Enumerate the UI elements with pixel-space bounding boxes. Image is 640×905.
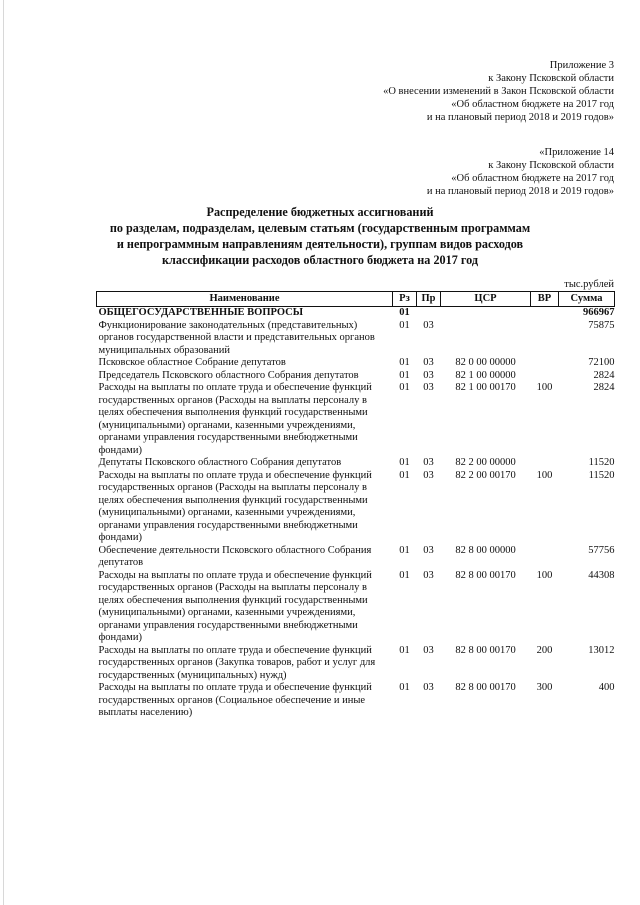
appendix-14-line: «Об областном бюджете на 2017 год xyxy=(451,173,614,184)
cell-vr xyxy=(531,457,559,470)
cell-rz: 01 xyxy=(399,382,410,393)
cell-vr: 100 xyxy=(536,569,553,581)
title-line: Распределение бюджетных ассигнований xyxy=(206,205,434,219)
title-line: по разделам, подразделам, целевым статьям (государственным программам xyxy=(109,221,531,235)
appendix-14-line: «Приложение 14 xyxy=(539,147,614,158)
header-name: Наименование xyxy=(97,292,393,307)
appendix-3-line: «О внесении изменений в Закон Псковской области xyxy=(383,86,614,97)
cell-pr: 03 xyxy=(423,682,434,693)
table-row xyxy=(97,382,615,457)
table-row xyxy=(97,457,615,470)
cell-name: Расходы на выплаты по оплате труда и обеспечение функций государственных органов (Расходы на выплаты персоналу в целях обеспечения выполнения функций государственными (муниципальными) органами, казенными учреждениями, органами управления государственными внебюджетными фондами) xyxy=(98,469,372,543)
cell-pr: 03 xyxy=(423,369,434,381)
cell-sum: 966967 xyxy=(583,307,615,318)
cell-sum: 11520 xyxy=(588,457,615,468)
cell-csr xyxy=(441,307,531,320)
table-row xyxy=(97,357,615,370)
cell-sum: 57756 xyxy=(588,544,615,556)
document-title xyxy=(0,204,640,268)
cell-pr xyxy=(417,307,441,320)
header-csr: ЦСР xyxy=(441,292,531,307)
cell-pr: 03 xyxy=(423,469,434,481)
cell-csr: 82 8 00 00000 xyxy=(455,544,516,556)
table-row xyxy=(97,370,615,383)
cell-vr xyxy=(531,545,559,570)
scan-edge-line xyxy=(3,0,4,905)
table-row xyxy=(97,645,615,683)
cell-csr xyxy=(441,320,531,358)
header-rz: Рз xyxy=(393,292,417,307)
cell-vr xyxy=(531,320,559,358)
cell-rz: 01 xyxy=(399,644,410,656)
budget-table xyxy=(96,291,615,720)
appendix-3-line: к Закону Псковской области xyxy=(488,73,614,84)
cell-name: Обеспечение деятельности Псковского областного Собрания депутатов xyxy=(98,544,372,568)
cell-name: ОБЩЕГОСУДАРСТВЕННЫЕ ВОПРОСЫ xyxy=(98,307,304,318)
cell-sum: 2824 xyxy=(593,369,615,381)
table-row xyxy=(97,320,615,358)
cell-sum: 2824 xyxy=(593,382,615,393)
cell-name: Расходы на выплаты по оплате труда и обеспечение функций государственных органов (Расходы на выплаты персоналу в целях обеспечения выполнения функций государственными (муниципальными) органами, казенными учреждениями, органами управления государственными внебюджетными фондами) xyxy=(98,569,372,643)
cell-name: Функционирование законодательных (представительных) органов государственной власти и представительных органов муниципальных образований xyxy=(98,319,375,356)
cell-rz: 01 xyxy=(399,469,410,481)
appendix-14-line: к Закону Псковской области xyxy=(488,160,614,171)
cell-pr: 03 xyxy=(423,644,434,656)
cell-rz: 01 xyxy=(399,569,410,581)
cell-csr: 82 1 00 00000 xyxy=(455,369,516,381)
cell-vr: 100 xyxy=(536,469,553,481)
cell-name: Псковское областное Собрание депутатов xyxy=(98,357,286,368)
table-row xyxy=(97,682,615,720)
appendix-3-header xyxy=(383,59,614,124)
cell-csr: 82 8 00 00170 xyxy=(455,682,516,693)
header-vr: ВР xyxy=(531,292,559,307)
title-line: и непрограммным направлениям деятельности), группам видов расходов xyxy=(116,237,524,251)
cell-name: Депутаты Псковского областного Собрания депутатов xyxy=(98,457,342,468)
appendix-3-line: и на плановый период 2018 и 2019 годов» xyxy=(426,112,614,123)
cell-vr xyxy=(531,370,559,383)
cell-vr: 200 xyxy=(536,644,553,656)
cell-csr: 82 8 00 00170 xyxy=(455,569,516,581)
cell-rz: 01 xyxy=(399,682,410,693)
table-row xyxy=(97,570,615,645)
table-row xyxy=(97,470,615,545)
cell-vr: 100 xyxy=(536,382,553,393)
cell-rz: 01 xyxy=(399,307,410,318)
cell-sum: 11520 xyxy=(588,469,615,481)
appendix-3-line: Приложение 3 xyxy=(549,60,614,71)
cell-sum: 400 xyxy=(598,682,615,693)
appendix-14-line: и на плановый период 2018 и 2019 годов» xyxy=(426,186,614,197)
cell-name: Расходы на выплаты по оплате труда и обеспечение функций государственных органов (Закупка товаров, работ и услуг для государственных (муниципальных) нужд) xyxy=(98,644,376,681)
cell-pr: 03 xyxy=(423,357,434,368)
cell-csr: 82 2 00 00000 xyxy=(455,457,516,468)
cell-pr: 03 xyxy=(423,457,434,468)
cell-rz: 01 xyxy=(399,319,410,331)
cell-rz: 01 xyxy=(399,357,410,368)
cell-vr xyxy=(531,307,559,320)
cell-csr: 82 1 00 00170 xyxy=(455,382,516,393)
table-row xyxy=(97,545,615,570)
cell-pr: 03 xyxy=(423,569,434,581)
cell-pr: 03 xyxy=(423,319,434,331)
cell-name: Расходы на выплаты по оплате труда и обеспечение функций государственных органов (Расходы на выплаты персоналу в целях обеспечения выполнения функций государственными (муниципальными) органами, казенными учреждениями, органами управления государственными внебюджетными фондами) xyxy=(98,382,372,456)
cell-pr: 03 xyxy=(423,544,434,556)
table-header-row xyxy=(97,292,615,307)
cell-sum: 75875 xyxy=(588,319,615,331)
cell-name: Председатель Псковского областного Собрания депутатов xyxy=(98,369,359,381)
cell-vr xyxy=(531,357,559,370)
cell-sum: 13012 xyxy=(588,644,615,656)
cell-csr: 82 2 00 00170 xyxy=(455,469,516,481)
table-header xyxy=(97,292,615,307)
cell-name: Расходы на выплаты по оплате труда и обеспечение функций государственных органов (Социальное обеспечение и иные выплаты населению) xyxy=(98,682,372,718)
cell-pr: 03 xyxy=(423,382,434,393)
appendix-3-line: «Об областном бюджете на 2017 год xyxy=(451,99,614,110)
cell-sum: 72100 xyxy=(588,357,615,368)
cell-rz: 01 xyxy=(399,369,410,381)
cell-csr: 82 0 00 00000 xyxy=(455,357,516,368)
cell-rz: 01 xyxy=(399,457,410,468)
appendix-14-header xyxy=(427,146,614,198)
table-body xyxy=(97,307,615,720)
header-pr: Пр xyxy=(417,292,441,307)
header-sum: Сумма xyxy=(559,292,615,307)
cell-vr: 300 xyxy=(536,682,553,693)
cell-csr: 82 8 00 00170 xyxy=(455,644,516,656)
units-label: тыс.рублей xyxy=(564,279,614,290)
table-row xyxy=(97,307,615,320)
cell-sum: 44308 xyxy=(588,569,615,581)
title-line: классификации расходов областного бюджета на 2017 год xyxy=(161,253,479,267)
cell-rz: 01 xyxy=(399,544,410,556)
